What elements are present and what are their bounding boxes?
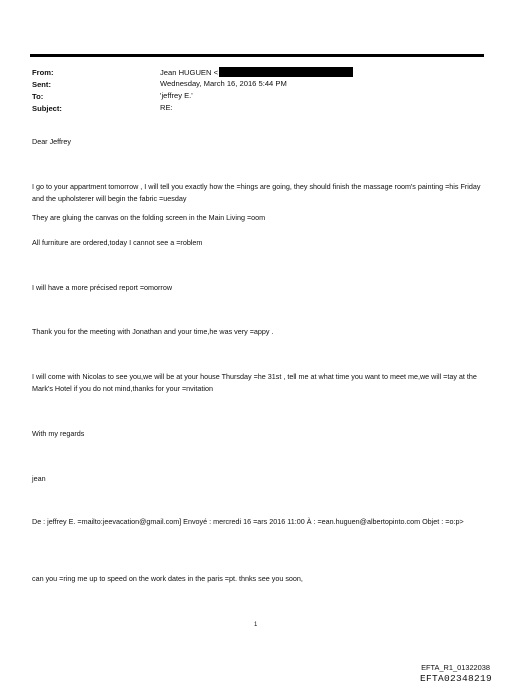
to-value: 'jeffrey E.' [160,91,193,100]
header-rule [30,54,484,57]
from-label: From: [32,68,54,77]
to-label: To: [32,92,44,101]
paragraph-visit: I will come with Nicolas to see you,we will be at your house Thursday =he 31st , tell me at what time you want to meet me,we will =tay at the Mark's Hotel if you do not mind,thanks for your =nvitation [32,372,477,393]
quoted-message: can you =ring me up to speed on the work dates in the paris =pt. thnks see you soon, [32,574,303,583]
signature: jean [32,474,46,483]
paragraph-thanks: Thank you for the meeting with Jonathan and your time,he was very =appy . [32,327,274,336]
closing: With my regards [32,429,85,438]
sent-label: Sent: [32,80,51,89]
subject-label: Subject: [32,104,62,113]
paragraph-furniture: All furniture are ordered,today I cannot see a =roblem [32,238,203,247]
bates-stamp-secondary: EFTA02348219 [419,673,492,684]
greeting: Dear Jeffrey [32,137,72,146]
sent-value: Wednesday, March 16, 2016 5:44 PM [160,79,287,88]
bates-stamp-primary: EFTA_R1_01322038 [421,663,490,672]
paragraph-report: I will have a more précised report =omorrow [32,283,173,292]
paragraph-canvas: They are gluing the canvas on the folding screen in the Main Living =oom [32,213,266,222]
quoted-header: De : jeffrey E. =mailto:jeevacation@gmail.com] Envoyé : mercredi 16 =ars 2016 11:00 À : =ean.huguen@albertopinto.com Objet : =o:p> [32,517,464,526]
from-value [160,67,353,77]
page-number: 1 [254,622,258,628]
redaction-block [219,67,353,77]
from-name: Jean HUGUEN < [160,68,219,77]
subject-value: RE: [160,103,173,112]
paragraph-painting: I go to your appartment tomorrow , I will tell you exactly how the =hings are going, they should finish the massage room's painting =his Friday and the upholsterer will begin the fabric =uesday [32,182,481,203]
